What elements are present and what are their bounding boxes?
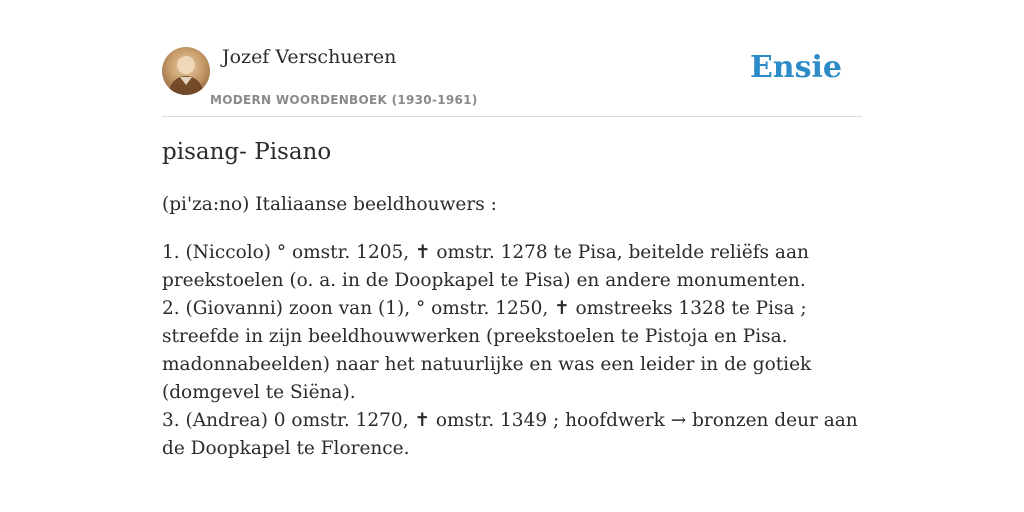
entry-item: 2. (Giovanni) zoon van (1), ° omstr. 1250, ✝ omstreeks 1328 te Pisa ; streefde in zijn beeldhouwwerken (preekstoelen te Pistoja en Pisa. madonnabeelden) naar het natuurlijke en was een leider in de gotiek (domgevel te Siëna). [162,298,812,403]
author-portrait-icon [162,47,210,95]
entry-item: 3. (Andrea) 0 omstr. 1270, ✝ omstr. 1349 ; hoofdwerk → bronzen deur aan de Doopkapel te Florence. [162,410,858,459]
article-header [162,0,862,117]
entry-list [162,239,866,463]
author-avatar[interactable] [162,47,210,95]
article-card [162,0,862,512]
author-name[interactable]: Jozef Verschueren [222,46,397,68]
entry-intro: (pi'za:no) Italiaanse beeldhouwers : [162,194,497,215]
page-title: pisang- Pisano [162,139,332,165]
source-label[interactable]: MODERN WOORDENBOEK (1930-1961) [210,93,478,107]
entry-item: 1. (Niccolo) ° omstr. 1205, ✝ omstr. 1278 te Pisa, beitelde reliëfs aan preekstoelen (o. a. in de Doopkapel te Pisa) en andere monumenten. [162,242,809,291]
brand-logo[interactable]: Ensie [749,50,842,85]
